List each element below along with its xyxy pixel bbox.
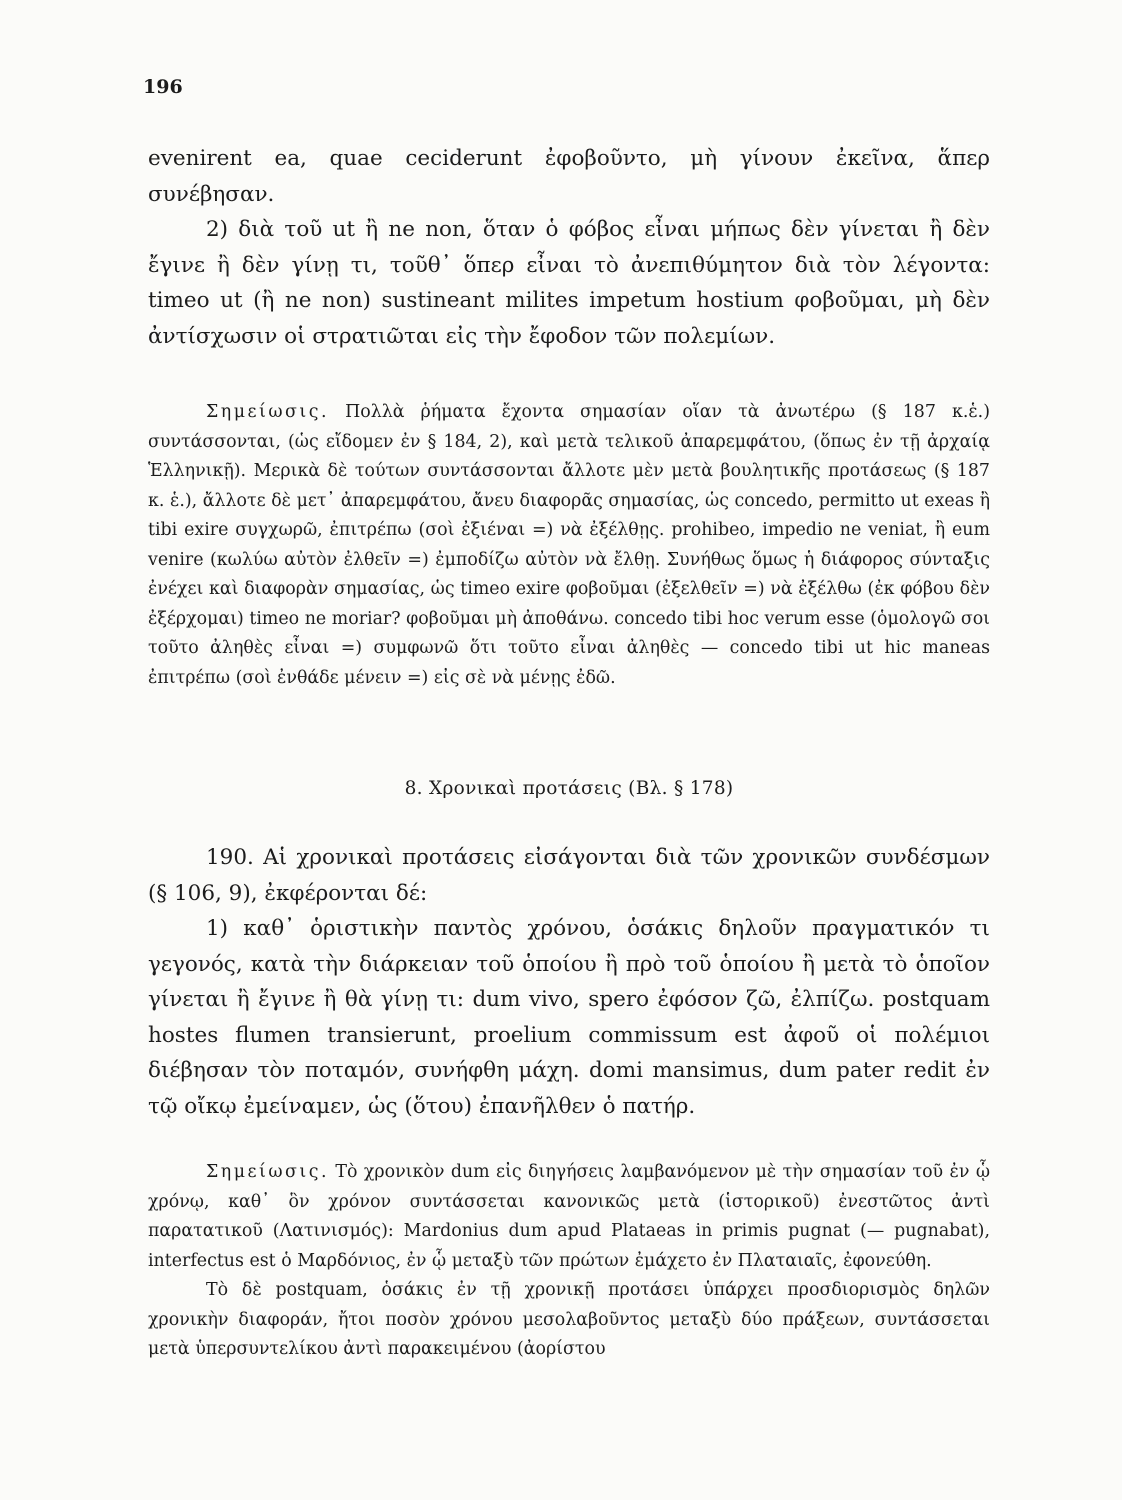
page-number: 196: [143, 76, 183, 98]
note-label: Σημείωσις.: [206, 402, 329, 422]
note-paragraph: [148, 398, 990, 693]
continuation-paragraph: evenirent ea, quae ceciderunt ἐφοβοῦντο, μὴ γίνουν ἐκεῖνα, ἅπερ συνέβησαν.: [148, 146, 990, 207]
rule-paragraph-2: 2) διὰ τοῦ ut ἢ ne non, ὅταν ὁ φόβος εἶναι μήπως δὲν γίνεται ἢ δὲν ἔγινε ἢ δὲν γίνῃ τι, τοῦθ᾽ ὅπερ εἶναι τὸ ἀνεπιθύμητον διὰ τὸν λέγοντα: timeo ut (ἢ ne non) sustineant milites impetum hostium φοβοῦμαι, μὴ δὲν ἀντίσχωσιν οἱ στρατιῶται εἰς τὴν ἔφοδον τῶν πολεμίων.: [148, 217, 990, 349]
rule-paragraph-1: 1) καθ᾽ ὁριστικὴν παντὸς χρόνου, ὁσάκις δηλοῦν πραγματικόν τι γεγονός, κατὰ τὴν διάρκειαν τοῦ ὁποίου ἢ πρὸ τοῦ ὁποίου ἢ μετὰ τὸ ὁποῖον γίνεται ἢ ἔγινε ἢ θὰ γίνῃ τι: dum vivo, spero ἐφόσον ζῶ, ἐλπίζω. postquam hostes flumen transierunt, proelium commissum est ἀφοῦ οἱ πολέμιοι διέβησαν τὸν ποταμόν, συνήφθη μάχη. domi mansimus, dum pater redit ἐν τῷ οἴκῳ ἐμείναμεν, ὡς (ὅτου) ἐπανῆλθεν ὁ πατήρ.: [148, 916, 990, 1119]
section-text-block: [148, 840, 990, 1124]
note-paragraph-2: [148, 1158, 990, 1276]
note-block-2: [148, 1158, 990, 1365]
section-heading: 8. Χρονικαὶ προτάσεις (Βλ. § 178): [404, 778, 734, 799]
note-text-2: Τὸ χρονικὸν dum εἰς διηγήσεις λαμβανόμενον μὲ τὴν σημασίαν τοῦ ἐν ᾧ χρόνῳ, καθ᾽ ὃν χρόνον συντάσσεται κανονικῶς μετὰ (ἱστορικοῦ) ἐνεστῶτος ἀντὶ παρατατικοῦ (Λατινισμός): Mardonius dum apud Plataeas in primis pugnat (— pugnabat), interfectus est ὁ Μαρδόνιος, ἐν ᾧ μεταξὺ τῶν πρώτων ἐμάχετο ἐν Πλαταιαῖς, ἐφονεύθη.: [148, 1162, 991, 1271]
postquam-paragraph: Τὸ δὲ postquam, ὁσάκις ἐν τῇ χρονικῇ προτάσει ὑπάρχει προσδιορισμὸς δηλῶν χρονικὴν διαφοράν, ἤτοι ποσὸν χρόνου μεσολαβοῦντος μεταξὺ δύο πράξεων, συντάσσεται μετὰ ὑπερσυντελίκου ἀντὶ παρακειμένου (ἀορίστου: [148, 1280, 990, 1359]
note-block: [148, 398, 990, 693]
section-paragraph-190: 190. Αἱ χρονικαὶ προτάσεις εἰσάγονται διὰ τῶν χρονικῶν συνδέσμων (§ 106, 9), ἐκφέρονται δέ:: [148, 845, 990, 906]
note-label-2: Σημείωσις.: [206, 1162, 329, 1182]
main-text-block: [148, 141, 990, 354]
note-text: Πολλὰ ῥήματα ἔχοντα σημασίαν οἵαν τὰ ἀνωτέρω (§ 187 κ.ἑ.) συντάσσονται, (ὡς εἴδομεν ἐν § 184, 2), καὶ μετὰ τελικοῦ ἀπαρεμφάτου, (ὅπως ἐν τῇ ἀρχαίᾳ Ἑλληνικῇ). Μερικὰ δὲ τούτων συντάσσονται ἄλλοτε μὲν μετὰ βουλητικῆς προτάσεως (§ 187 κ. ἑ.), ἄλλοτε δὲ μετ᾽ ἀπαρεμφάτου, ἄνευ διαφορᾶς σημασίας, ὡς concedo, permitto ut exeas ἢ tibi exire συγχωρῶ, ἐπιτρέπω (σοὶ ἐξιέναι =) νὰ ἐξέλθῃς. prohibeo, impedio ne veniat, ἢ eum venire (κωλύω αὐτὸν ἐλθεῖν =) ἐμποδίζω αὐτὸν νὰ ἔλθῃ. Συνήθως ὅμως ἡ διάφορος σύνταξις ἐνέχει καὶ διαφορὰν σημασίας, ὡς timeo exire φοβοῦμαι (ἐξελθεῖν =) νὰ ἐξέλθω (ἐκ φόβου δὲν ἐξέρχομαι) timeo ne moriar? φοβοῦμαι μὴ ἀποθάνω. concedo tibi hoc verum esse (ὁμολογῶ σοι τοῦτο ἀληθὲς εἶναι =) συμφωνῶ ὅτι τοῦτο εἶναι ἀληθὲς — concedo tibi ut hic maneas ἐπιτρέπω (σοὶ ἐνθάδε μένειν =) εἰς σὲ νὰ μένῃς ἐδῶ.: [148, 402, 990, 688]
